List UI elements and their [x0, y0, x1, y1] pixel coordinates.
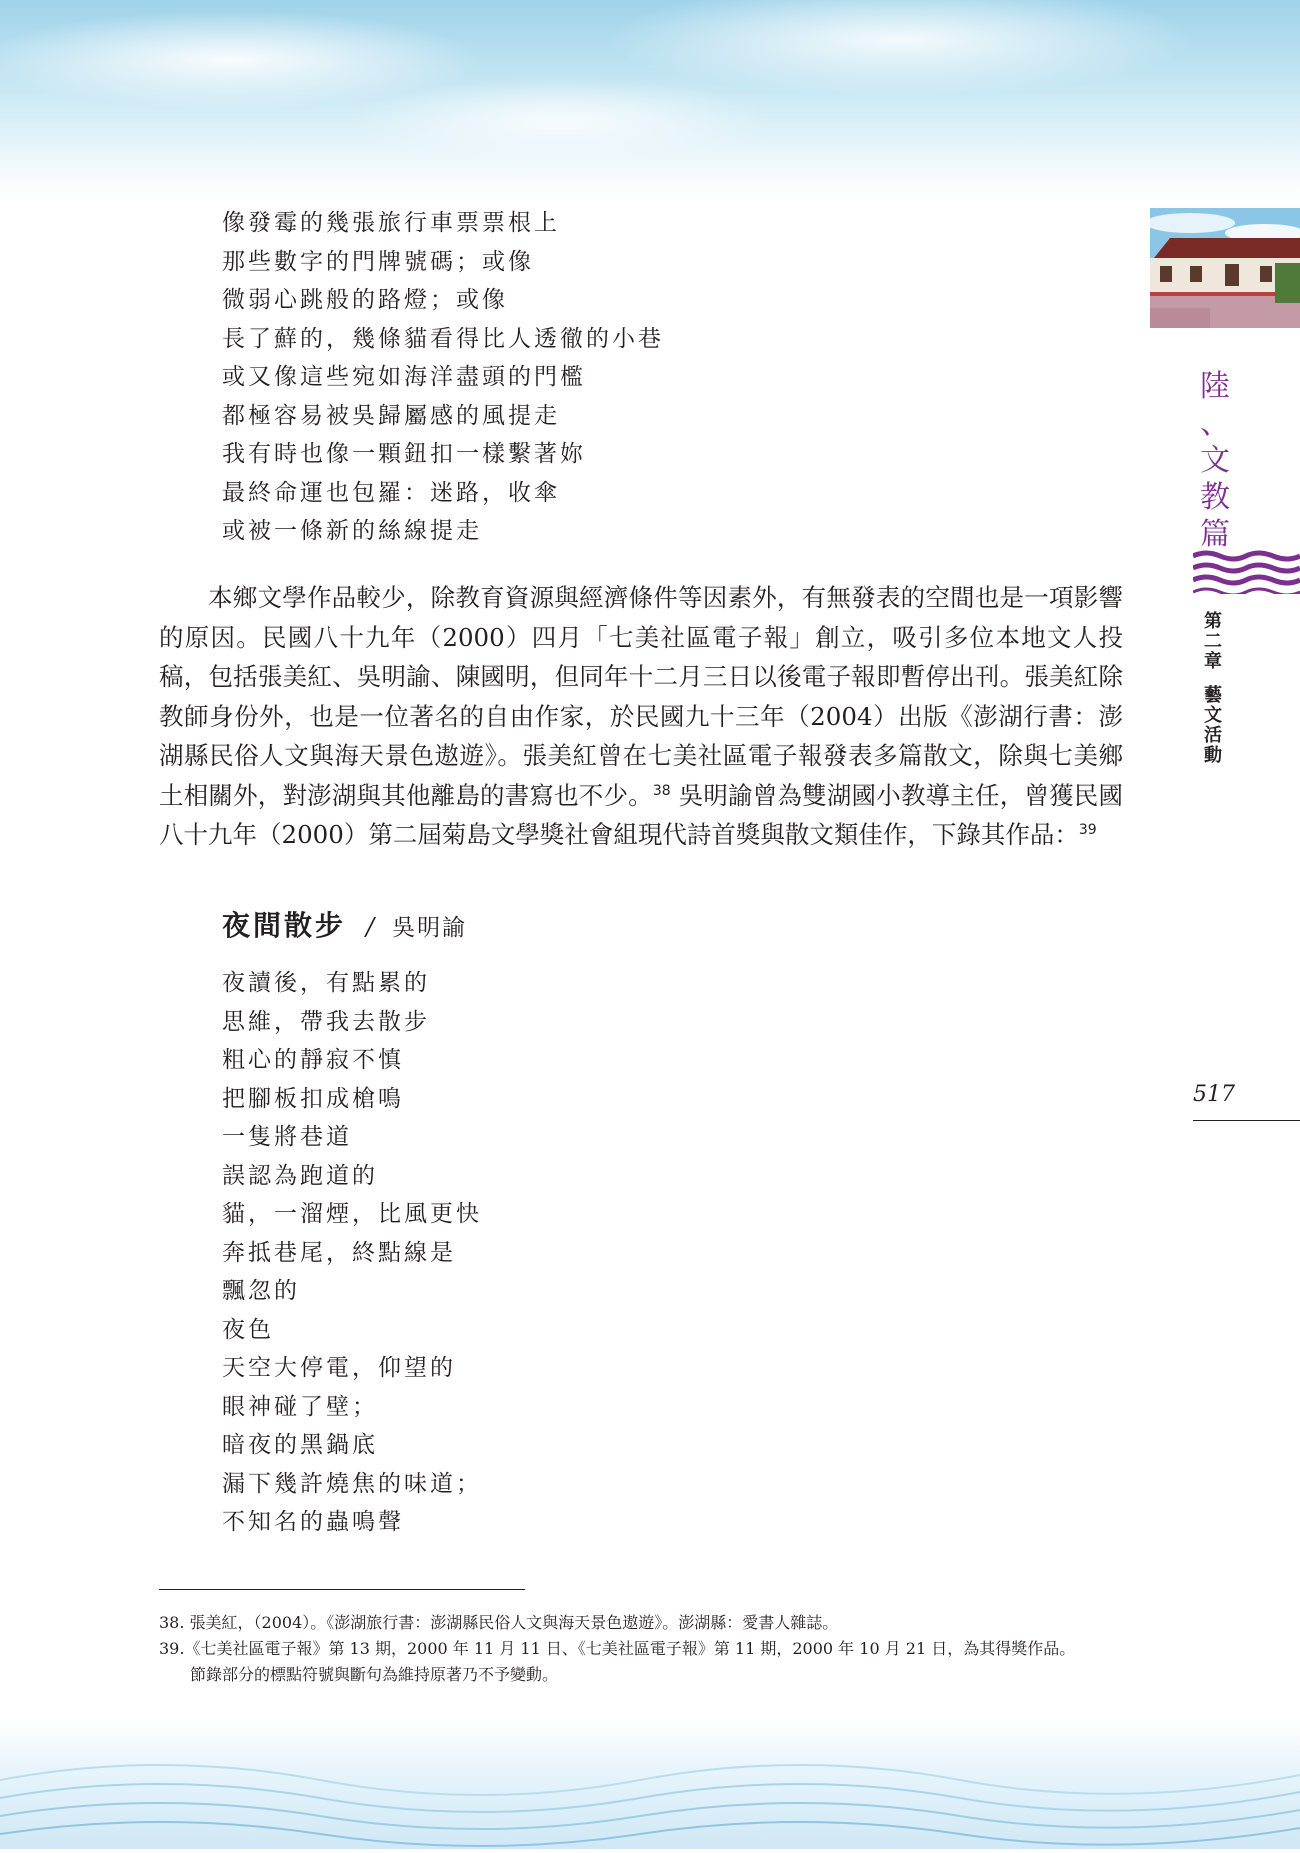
poem-line: 長了蘚的，幾條貓看得比人透徹的小巷 [222, 325, 664, 352]
chapter-heading: 第 二 章 藝 文 活 動 [1204, 611, 1222, 766]
poem-line: 或被一條新的絲線提走 [222, 518, 482, 544]
section-title: 陸 、 文 教 篇 [1200, 369, 1230, 552]
footnote-ref[interactable]: 39 [1078, 822, 1097, 838]
footnote-divider [159, 1589, 525, 1590]
poem-line: 像發霉的幾張旅行車票票根上 [222, 210, 560, 236]
poem-excerpt [222, 204, 664, 551]
page-number: 517 [1193, 1082, 1235, 1107]
poem-line: 都極容易被吳歸屬感的風提走 [222, 402, 560, 429]
poem-line: 那些數字的門牌號碼；或像 [222, 248, 534, 275]
house-photo [1150, 208, 1300, 328]
footnote-39: 39.《七美社區電子報》第 13 期，2000 年 11 月 11 日、《七美社區電子報》第 11 期，2000 年 10 月 21 日，為其得獎作品。 [159, 1639, 1076, 1658]
wave-divider-icon [1193, 550, 1300, 594]
poem-title: 夜間散步 [222, 909, 347, 942]
poem-line: 或又像這些宛如海洋盡頭的門檻 [222, 364, 586, 390]
poem-line: 思維，帶我去散步 [222, 1008, 430, 1035]
poem-author: 吳明諭 [392, 915, 468, 941]
poem-line: 天空大停電，仰望的 [222, 1355, 456, 1381]
poem-line: 粗心的靜寂不慎 [222, 1047, 404, 1073]
poem-line: 夜讀後，有點累的 [222, 970, 430, 996]
wave-footer-banner [0, 1720, 1300, 1849]
poem-line: 不知名的蟲鳴聲 [222, 1509, 404, 1535]
poem-line: 眼神碰了壁； [222, 1393, 378, 1420]
poem-line: 把腳板扣成槍鳴 [222, 1085, 404, 1112]
poem-line: 誤認為跑道的 [222, 1162, 378, 1189]
footnotes [159, 1610, 1129, 1688]
poem-line: 漏下幾許燒焦的味道； [222, 1470, 482, 1497]
page-number-rule [1193, 1120, 1300, 1121]
poem-line: 暗夜的黑鍋底 [222, 1432, 378, 1458]
footnote-ref[interactable]: 38 [652, 782, 671, 799]
poem-heading [222, 904, 467, 944]
poem-body [222, 964, 482, 1542]
poem-line: 飄忽的 [222, 1278, 300, 1304]
title-separator: / [366, 913, 375, 941]
poem-line: 奔抵巷尾，終點線是 [222, 1239, 456, 1266]
poem-line: 我有時也像一顆鈕扣一樣繫著妳 [222, 441, 586, 467]
poem-line: 一隻將巷道 [222, 1124, 352, 1150]
poem-line: 貓，一溜煙，比風更快 [222, 1201, 482, 1227]
poem-line: 最終命運也包羅：迷路，收傘 [222, 479, 560, 506]
poem-line: 微弱心跳般的路燈；或像 [222, 287, 508, 313]
body-paragraph: 本鄉文學作品較少，除教育資源與經濟條件等因素外，有無發表的空間也是一項影響的原因。民國八十九年（2000）四月「七美社區電子報」創立，吸引多位本地文人投稿，包括張美紅、吳明諭、陳國明，但同年十二月三日以後電子報即暫停出刊。張美紅除教師身份外，也是一位著名的自由作家，於民國九十三年（2004）出版《澎湖行書：澎湖縣民俗人文與海天景色遨遊》。張美紅曾在七美社區電子報發表多篇散文，除與七美鄉土相關外，對澎湖與其他離島的書寫也不少。$^{38}$ 吳明諭曾為雙湖國小教導主任，曾獲民國八十九年（2000）第二屆菊島文學獎社會組現代詩首獎與散文類佳作，下錄其作品：$^{39}$ [159, 583, 1124, 849]
footnote-38: 38. 張美紅，（2004）。《澎湖旅行書：澎湖縣民俗人文與海天景色遨遊》。澎湖縣：愛書人雜誌。 [159, 1613, 839, 1632]
sky-banner [0, 0, 1300, 200]
poem-line: 夜色 [222, 1316, 274, 1343]
footnote-39-continued: 節錄部分的標點符號與斷句為維持原著乃不予變動。 [190, 1665, 559, 1684]
